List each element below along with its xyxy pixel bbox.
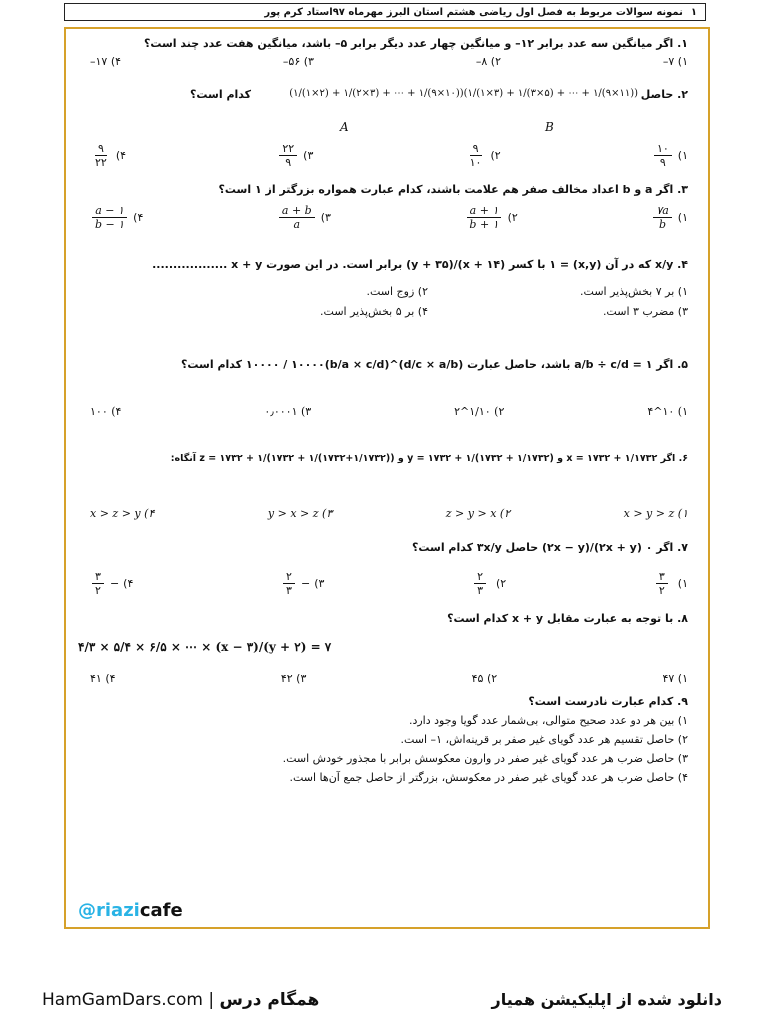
- q9-option-2[interactable]: ۲) حاصل تقسیم هر عدد گویای غیر صفر بر قرینه‌اش، ۱– است.: [400, 733, 688, 746]
- q4-text: ۴. x/y که در آن (x,y) = ۱ با کسر (x + ۱۴)/(y + ۳۵) برابر است. در این صورت x + y ..................: [152, 258, 688, 271]
- q7-option-3[interactable]: ۳) − $\frac{۲}{۳}$: [281, 570, 324, 597]
- footer-download: دانلود شده از اپلیکیشن همیار: [491, 990, 722, 1009]
- q2-option-2[interactable]: ۲) $\frac{۹}{۱۰}$: [469, 142, 501, 169]
- q6-option-2[interactable]: ۲) z > y > x: [445, 507, 511, 520]
- q4-option-2[interactable]: ۲) زوج است.: [366, 285, 428, 298]
- q5-option-1[interactable]: ۱) ۱۰^۴: [647, 405, 688, 418]
- q2-options: [90, 142, 688, 169]
- teacher-name: استاد کرم پور: [264, 6, 333, 18]
- q3-text: ۳. اگر a و b اعداد مخالف صفر هم علامت باشند، کدام عبارت همواره بزرگتر از ۱ است؟: [218, 183, 688, 196]
- q1-options: [90, 55, 688, 68]
- q3-option-1[interactable]: ۱) $\frac{۷a}{b}$: [651, 204, 688, 231]
- q1-option-4[interactable]: ۴) ۱۷–: [90, 55, 122, 68]
- q8-option-2[interactable]: ۲) ۴۵: [471, 672, 498, 685]
- q8-text: ۸. با توجه به عبارت مقابل x + y کدام است؟: [447, 612, 688, 625]
- q5-option-4[interactable]: ۴) ۱۰۰: [90, 405, 122, 418]
- q6-option-3[interactable]: ۳) y > x > z: [267, 507, 333, 520]
- q3-option-4[interactable]: ۴) $\frac{a - ۱}{b - ۱}$: [90, 204, 143, 231]
- q2-option-3[interactable]: ۳) $\frac{۲۲}{۹}$: [277, 142, 313, 169]
- q7-text: ۷. اگر ۰ (۲x + y)/(۲x − y) حاصل ۳x/y کدام است؟: [411, 541, 688, 554]
- q1-text: ۱. اگر میانگین سه عدد برابر ۱۲– و میانگین چهار عدد دیگر برابر ۵– باشد، میانگین هفت عدد چند است؟: [143, 37, 688, 50]
- q8-expression: ۴/۳ × ۵/۴ × ۶/۵ × ⋯ × (x − ۳)/(y + ۲) = ۷: [78, 640, 332, 654]
- q8-option-4[interactable]: ۴) ۴۱: [90, 672, 116, 685]
- q7-option-4[interactable]: ۴) − $\frac{۳}{۲}$: [90, 570, 133, 597]
- q2-label: ۲. حاصل: [640, 88, 688, 101]
- page-number: ۱: [690, 6, 697, 18]
- q5-options: [90, 405, 688, 418]
- q6-text: ۶. اگر x = ۱۷۳۲ + ۱/۱۷۳۲ و y = ۱۷۳۲ + ۱/(۱۷۳۲ + ۱/۱۷۳۲) و z = ۱۷۳۲ + ۱/(۱۷۳۲ + ۱/(۱۷۳۲+۱/۱۷۳۲)) آنگاه:: [170, 453, 688, 464]
- q9-option-1[interactable]: ۱) بین هر دو عدد صحیح متوالی، بی‌شمار عدد گویا وجود دارد.: [408, 714, 688, 727]
- q6-options: [90, 507, 688, 520]
- q8-options: [90, 672, 688, 685]
- q5-option-3[interactable]: ۳) ۰٫۰۰۰۱: [264, 405, 312, 418]
- q7-option-1[interactable]: ۱) $\frac{۳}{۲}$: [654, 570, 688, 597]
- brace-label-a: A: [340, 120, 349, 134]
- q5-option-2[interactable]: ۲) ۱/۱۰^۲: [454, 405, 505, 418]
- q3-options: [90, 204, 688, 231]
- q9-option-4[interactable]: ۴) حاصل ضرب هر عدد گویای غیر صفر در معکوسش، بزرگتر از حاصل جمع آن‌ها است.: [289, 771, 688, 784]
- page-title: نمونه سوالات مربوط به فصل اول ریاضی هشتم استان البرز مهرماه ۹۷: [332, 6, 683, 18]
- q4-option-3[interactable]: ۳) مضرب ۳ است.: [602, 305, 688, 318]
- q4-option-4[interactable]: ۴) بر ۵ بخش‌پذیر است.: [320, 305, 428, 318]
- q2-option-1[interactable]: ۱) $\frac{۱۰}{۹}$: [652, 142, 688, 169]
- q2-option-4[interactable]: ۴) $\frac{۹}{۲۲}$: [95, 142, 127, 169]
- q7-option-2[interactable]: ۲) $\frac{۲}{۳}$: [472, 570, 506, 597]
- q2-tail: کدام است؟: [190, 88, 252, 101]
- footer-site[interactable]: HamGamDars.com | همگام درس: [42, 990, 320, 1010]
- q9-option-3[interactable]: ۳) حاصل ضرب هر عدد گویای غیر صفر در وارون معکوسش برابر با مجذور خودش است.: [282, 752, 688, 765]
- q6-option-4[interactable]: ۴) x > z > y: [90, 507, 155, 520]
- q3-option-3[interactable]: ۳) $\frac{a + b}{a}$: [277, 204, 331, 231]
- riazicafe-watermark: @riazicafe: [78, 900, 183, 921]
- q8-option-1[interactable]: ۱) ۴۷: [662, 672, 688, 685]
- q6-option-1[interactable]: ۱) x > y > z: [623, 507, 688, 520]
- q7-options: [90, 570, 688, 597]
- q4-option-1[interactable]: ۱) بر ۷ بخش‌پذیر است.: [580, 285, 688, 298]
- q1-option-3[interactable]: ۳) ۵۶–: [282, 55, 314, 68]
- q9-text: ۹. کدام عبارت نادرست است؟: [528, 695, 688, 708]
- q1-option-2[interactable]: ۲) ۸–: [475, 55, 501, 68]
- q2-expression: (۱/(۱×۲) + ۱/(۲×۳) + ⋯ + ۱/(۹×۱۰))(۱/(۱×۳) + ۱/(۳×۵) + ⋯ + ۱/(۹×۱۱)): [289, 88, 638, 99]
- page-header: [64, 3, 706, 21]
- q8-option-3[interactable]: ۳) ۴۲: [280, 672, 307, 685]
- q1-option-1[interactable]: ۱) ۷–: [662, 55, 688, 68]
- q5-text: ۵. اگر a/b ÷ c/d = ۱ باشد، حاصل عبارت (d/c × a/b)^۱۰۰۰۰ / ۱۰۰۰۰(b/a × c/d) کدام است؟: [181, 358, 688, 371]
- brace-label-b: B: [545, 120, 554, 134]
- q3-option-2[interactable]: ۲) $\frac{a + ۱}{b + ۱}$: [464, 204, 517, 231]
